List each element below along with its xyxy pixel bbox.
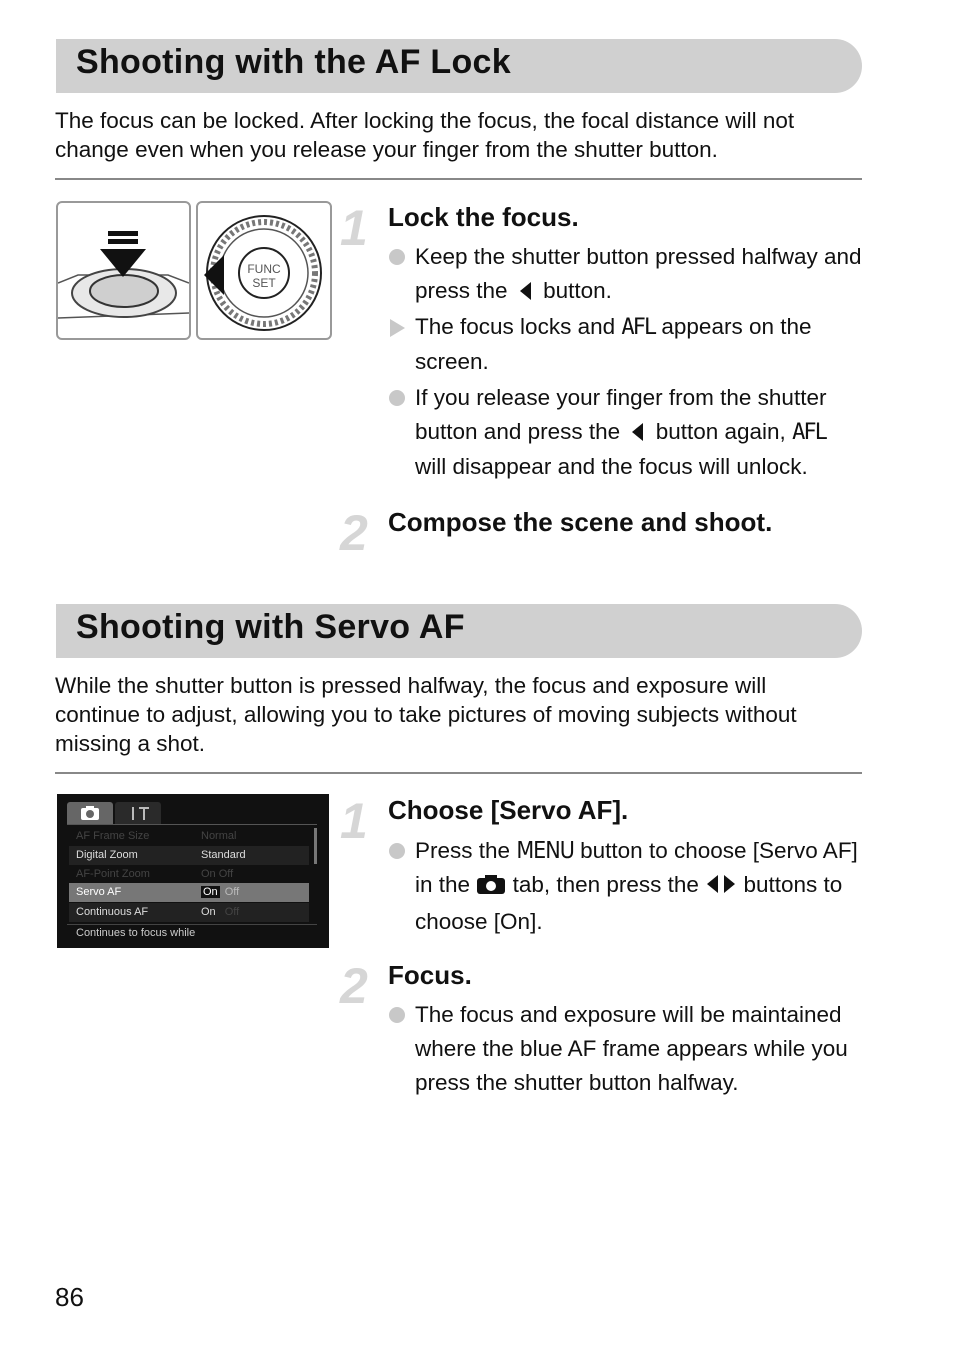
result-arrow-icon: [390, 319, 405, 337]
step-number: 2: [340, 505, 368, 561]
camera-menu-screen: [57, 794, 329, 948]
tab-settings: [115, 802, 161, 824]
instruction-text: buttons to choose [On].: [415, 872, 843, 934]
menu-value: On Off: [201, 906, 240, 918]
section-title: Shooting with Servo AF: [76, 608, 465, 646]
menu-value: On Off: [203, 886, 240, 898]
bullet-icon: [389, 390, 405, 406]
menu-value: Standard: [201, 849, 246, 861]
instruction-text: Press the: [415, 838, 511, 863]
camera-tab-icon: [476, 871, 506, 905]
step-title: Choose [Servo AF].: [388, 795, 629, 825]
scrollbar: [314, 828, 317, 864]
left-button-icon: [520, 282, 531, 300]
menu-row: [69, 903, 309, 922]
menu-row: [69, 865, 309, 884]
step-title: Lock the focus.: [388, 202, 579, 232]
divider: [55, 772, 862, 774]
menu-label: AF Frame Size: [76, 830, 150, 842]
instruction-item: [388, 998, 863, 1100]
instruction-item: [388, 834, 863, 939]
menu-label: AF-Point Zoom: [76, 868, 150, 880]
result-item: [388, 310, 863, 379]
camera-icon: [67, 802, 113, 824]
func-label: FUNC: [247, 262, 281, 276]
bullet-icon: [389, 843, 405, 859]
menu-label: Servo AF: [76, 886, 122, 898]
page-number: 86: [55, 1282, 84, 1312]
left-button-icon: [632, 423, 643, 441]
left-right-buttons-icon: [705, 870, 737, 904]
section-title: Shooting with the AF Lock: [76, 43, 511, 81]
instruction-text: The focus and exposure will be maintained where the blue AF frame appears while you press the shutter button halfway.: [415, 1002, 848, 1095]
menu-row-selected: [69, 883, 309, 902]
section-header-servo-af: [56, 604, 862, 658]
step-title: Compose the scene and shoot.: [388, 507, 773, 537]
instruction-text: The focus locks and: [415, 314, 616, 339]
divider: [55, 178, 862, 180]
section-header-af-lock: [56, 39, 862, 93]
menu-button-icon: MENU: [516, 838, 574, 864]
instruction-text: button to choose [Servo AF] in the: [415, 838, 858, 897]
tools-icon: [115, 802, 161, 824]
menu-hint: Continues to focus while: [76, 927, 196, 939]
menu-label: Digital Zoom: [76, 849, 138, 861]
section-intro: The focus can be locked. After locking the focus, the focal distance will not change even when you release your finger from the shutter button.: [55, 108, 795, 162]
afl-icon: AFL: [792, 420, 826, 445]
step-number: 1: [340, 793, 368, 849]
control-dial-illustration: [196, 201, 332, 340]
section-intro: While the shutter button is pressed halfway, the focus and exposure will continue to adjust, allowing you to take pictures of moving subjects without missing a shot.: [55, 673, 797, 756]
afl-icon: AFL: [621, 315, 656, 340]
instruction-text: button.: [543, 278, 612, 303]
shutter-button-illustration: [56, 201, 191, 340]
instruction-text: button again,: [655, 419, 786, 444]
instruction-text: appears on the screen.: [415, 314, 812, 374]
instruction-item: [388, 381, 863, 484]
instruction-text: Keep the shutter button pressed halfway and press the: [415, 244, 862, 303]
step-title: Focus.: [388, 960, 472, 990]
instruction-text: will disappear and the focus will unlock.: [415, 454, 808, 479]
shutter-press-icon: [58, 203, 189, 338]
bullet-icon: [389, 1007, 405, 1023]
step-number: 1: [340, 200, 368, 256]
instruction-item: [388, 240, 863, 308]
menu-tabs: [67, 802, 157, 824]
set-label: SET: [252, 276, 276, 290]
instruction-text: tab, then press the: [512, 872, 699, 897]
bullet-icon: [389, 249, 405, 265]
tab-shooting: [67, 802, 113, 824]
control-dial-icon: [198, 203, 330, 338]
menu-value: Normal: [201, 830, 237, 842]
menu-row: [69, 827, 309, 846]
menu-label: Continuous AF: [76, 906, 149, 918]
menu-value: On Off: [201, 868, 234, 880]
menu-row: [69, 846, 309, 865]
instruction-text: If you release your finger from the shutter button and press the: [415, 385, 827, 444]
step-number: 2: [340, 958, 368, 1014]
